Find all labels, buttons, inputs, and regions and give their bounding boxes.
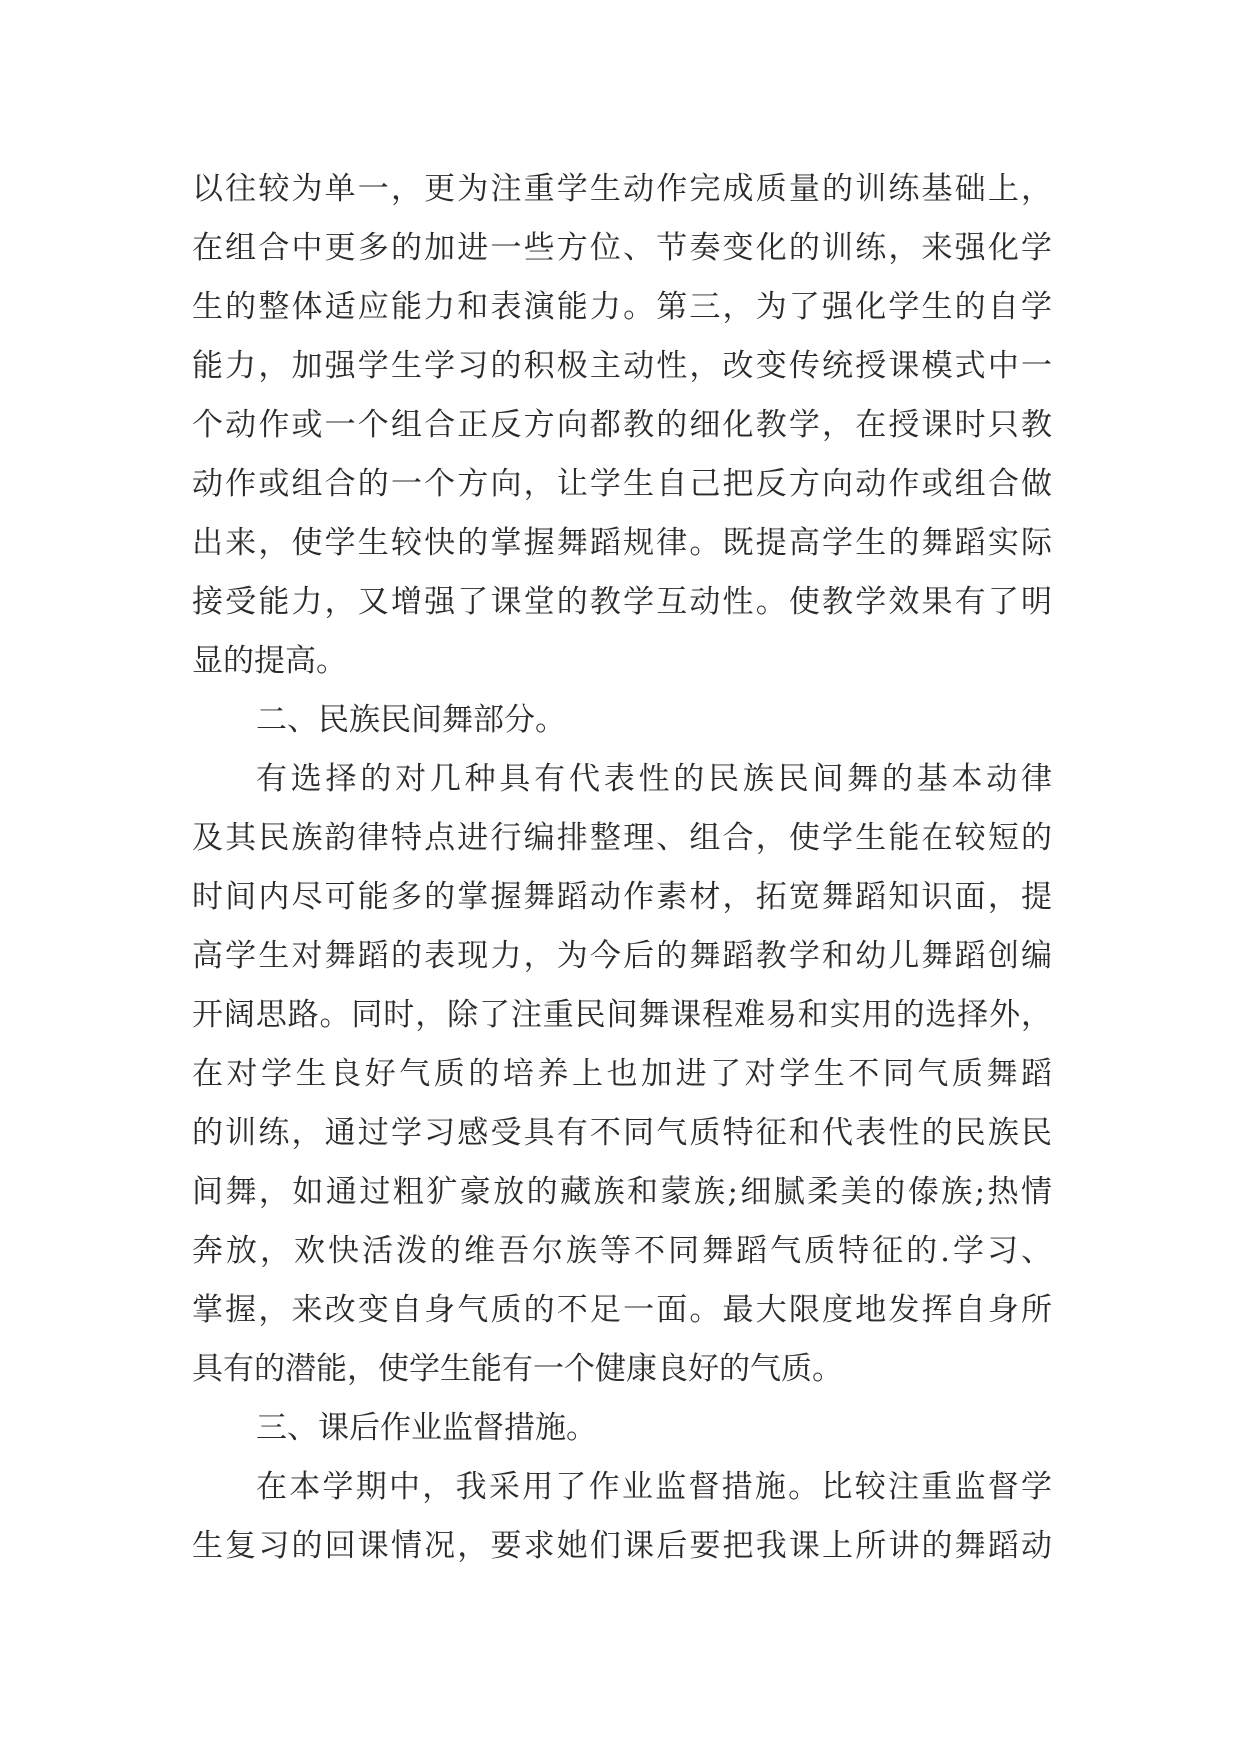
text-line: 有选择的对几种具有代表性的民族民间舞的基本动律 [256,761,1052,797]
text-line: 开阔思路。同时，除了注重民间舞课程难易和实用的选择外， [192,997,1052,1033]
text-line: 高学生对舞蹈的表现力，为今后的舞蹈教学和幼儿舞蹈创编 [192,938,1052,974]
text-line: 能力，加强学生学习的积极主动性，改变传统授课模式中一 [192,348,1052,384]
text-line: 三、课后作业监督措施。 [256,1410,597,1446]
text-line: 在对学生良好气质的培养上也加进了对学生不同气质舞蹈 [192,1056,1052,1092]
text-line: 显的提高。 [192,643,347,679]
text-line: 具有的潜能，使学生能有一个健康良好的气质。 [192,1351,843,1387]
text-line: 生的整体适应能力和表演能力。第三，为了强化学生的自学 [192,289,1052,325]
text-line: 奔放，欢快活泼的维吾尔族等不同舞蹈气质特征的.学习、 [192,1233,1052,1269]
text-line: 及其民族韵律特点进行编排整理、组合，使学生能在较短的 [192,820,1052,856]
text-line: 个动作或一个组合正反方向都教的细化教学，在授课时只教 [192,407,1052,443]
body-text [192,160,1052,1576]
text-line: 掌握，来改变自身气质的不足一面。最大限度地发挥自身所 [192,1292,1052,1328]
text-line: 出来，使学生较快的掌握舞蹈规律。既提高学生的舞蹈实际 [192,525,1052,561]
text-line: 二、民族民间舞部分。 [256,702,566,738]
text-line: 在本学期中，我采用了作业监督措施。比较注重监督学 [256,1469,1052,1505]
text-line: 间舞，如通过粗犷豪放的藏族和蒙族;细腻柔美的傣族;热情 [192,1174,1052,1210]
text-line: 时间内尽可能多的掌握舞蹈动作素材，拓宽舞蹈知识面，提 [192,879,1052,915]
text-line: 动作或组合的一个方向，让学生自己把反方向动作或组合做 [192,466,1052,502]
text-line: 在组合中更多的加进一些方位、节奏变化的训练，来强化学 [192,230,1052,266]
text-line: 生复习的回课情况，要求她们课后要把我课上所讲的舞蹈动 [192,1528,1052,1564]
text-line: 接受能力，又增强了课堂的教学互动性。使教学效果有了明 [192,584,1052,620]
text-line: 的训练，通过学习感受具有不同气质特征和代表性的民族民 [192,1115,1052,1151]
text-line: 以往较为单一，更为注重学生动作完成质量的训练基础上， [192,171,1052,207]
